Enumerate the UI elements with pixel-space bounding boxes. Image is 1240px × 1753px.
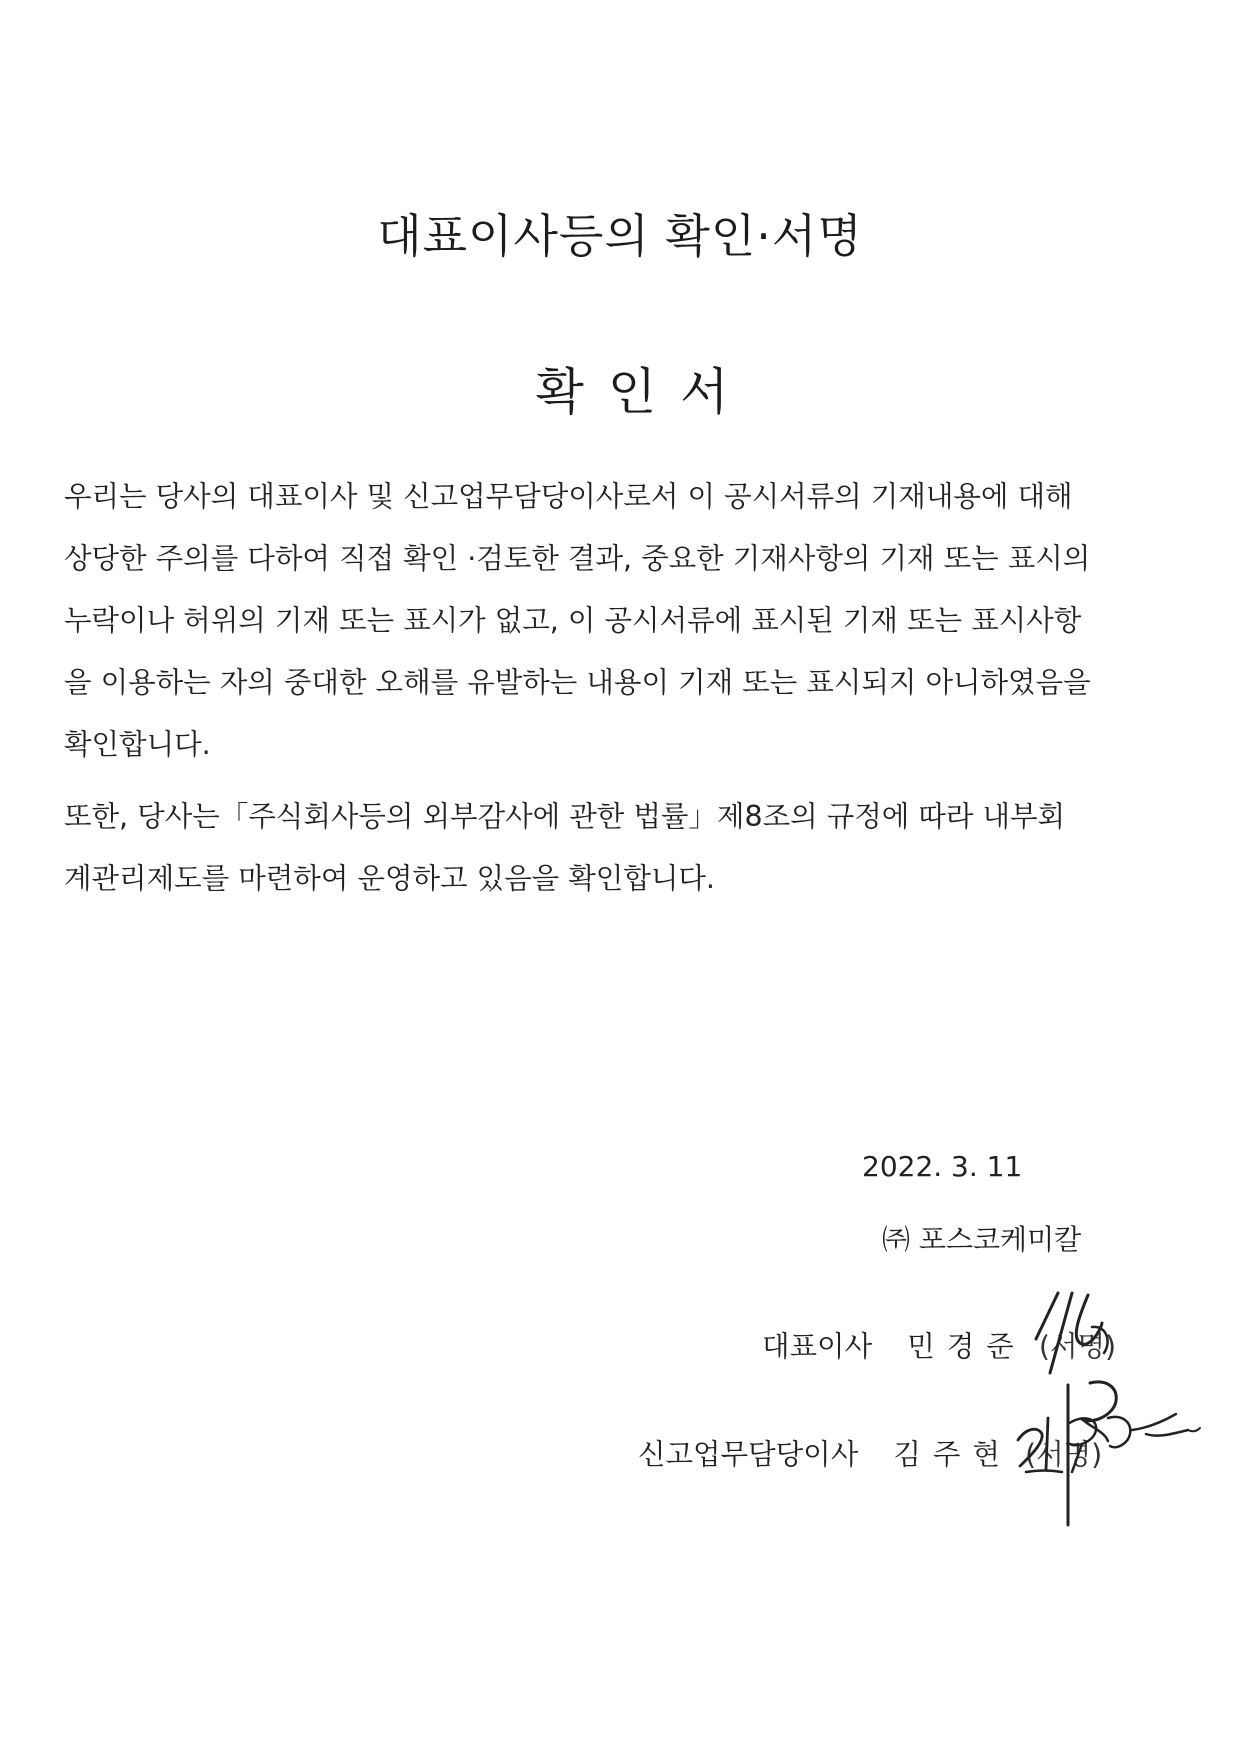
internal-control-paragraph <box>64 786 1154 910</box>
paragraph-line: 을 이용하는 자의 중대한 오해를 유발하는 내용이 기재 또는 표시되지 아니하였음을 <box>64 666 1091 699</box>
signer-name: 민경준 <box>907 1330 1026 1363</box>
paragraph-line: 누락이나 허위의 기재 또는 표시가 없고, 이 공시서류에 표시된 기재 또는 표시사항 <box>64 604 1082 637</box>
signing-date: 2022. 3. 11 <box>862 1150 1023 1183</box>
document-subtitle: 확인서 <box>535 363 753 421</box>
paragraph-line: 또한, 당사는「주식회사등의 외부감사에 관한 법률」제8조의 규정에 따라 내부회 <box>64 800 1066 833</box>
paragraph-line: 계관리제도를 마련하여 운영하고 있음을 확인합니다. <box>64 862 715 895</box>
confirmation-paragraph <box>64 466 1154 776</box>
paragraph-line: 상당한 주의를 다하여 직접 확인 ·검토한 결과, 중요한 기재사항의 기재 또는 표시의 <box>64 542 1091 575</box>
ceo-signature <box>1020 1275 1140 1535</box>
signer-role: 신고업무담당이사 <box>638 1438 859 1471</box>
signer-role: 대표이사 <box>762 1330 873 1363</box>
signer-cfo <box>638 1432 1102 1473</box>
paragraph-line: 확인합니다. <box>64 728 211 761</box>
sign-label: (서명) <box>1038 1330 1117 1363</box>
sign-label: (서명) <box>1024 1438 1103 1471</box>
company-name: ㈜ 포스코케미칼 <box>882 1223 1082 1256</box>
signer-name: 김주현 <box>893 1438 1012 1471</box>
paragraph-line: 우리는 당사의 대표이사 및 신고업무담당이사로서 이 공시서류의 기재내용에 대해 <box>64 480 1073 513</box>
document-title: 대표이사등의 확인·서명 <box>377 209 863 263</box>
signer-ceo <box>762 1324 1116 1365</box>
